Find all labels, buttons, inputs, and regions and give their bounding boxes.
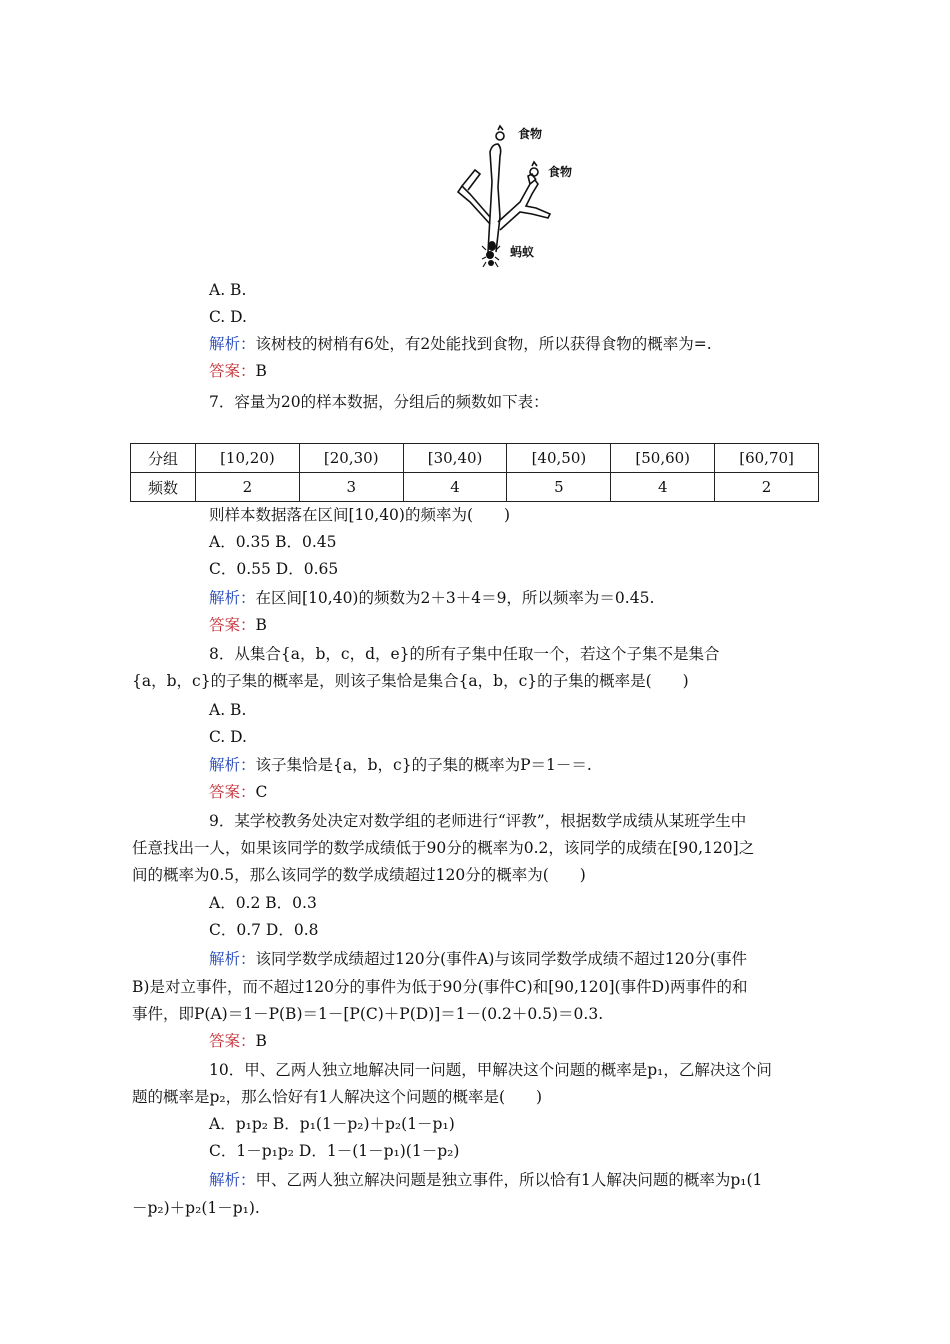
analysis-text: 该子集恰是{a，b，c}的子集的概率为P＝1－＝.	[255, 756, 592, 774]
table-cell: 3	[299, 473, 403, 502]
answer-value: B	[255, 1032, 267, 1050]
q9-stem-line3: 间的概率为0.5，那么该同学的数学成绩超过120分的概率为( )	[132, 866, 586, 884]
ant-tree-figure	[440, 122, 590, 272]
q9-options-ab: A．0.2 B．0.3	[209, 894, 317, 912]
table-row-header: 分组	[131, 444, 196, 473]
ant-icon	[486, 241, 496, 266]
q9-analysis-line3: 事件，即P(A)＝1－P(B)＝1－[P(C)＋P(D)]＝1－(0.2＋0.5)＝0.3.	[132, 1005, 604, 1023]
q7-question: 则样本数据落在区间[10,40)的频率为( )	[209, 506, 511, 524]
q9-analysis-line2: B)是对立事件，而不超过120分的事件为低于90分(事件C)和[90,120](事件D)两事件的和	[132, 978, 748, 996]
q10-stem-line1: 10．甲、乙两人独立地解决同一问题，甲解决这个问题的概率是p₁，乙解决这个问	[209, 1061, 772, 1079]
analysis-label: 解析：	[209, 589, 256, 607]
table-row	[131, 444, 819, 473]
q9-analysis-line1	[209, 949, 747, 969]
analysis-text: 该树枝的树梢有6处，有2处能找到食物，所以获得食物的概率为=.	[255, 335, 712, 353]
q10-options-ab: A．p₁p₂ B．p₁(1－p₂)＋p₂(1－p₁)	[209, 1115, 455, 1133]
table-cell: 4	[403, 473, 507, 502]
table-cell: [40,50)	[507, 444, 611, 473]
q8-options-cd: C. D.	[209, 728, 247, 746]
table-cell: 4	[611, 473, 715, 502]
table-cell: [20,30)	[299, 444, 403, 473]
table-cell: [30,40)	[403, 444, 507, 473]
q6-options-ab: A. B.	[209, 281, 247, 299]
food-label-1: 食物	[518, 127, 543, 141]
table-cell: [10,20)	[196, 444, 300, 473]
q10-analysis-line1	[209, 1170, 762, 1190]
q10-options-cd: C．1－p₁p₂ D．1－(1－p₁)(1－p₂)	[209, 1142, 460, 1160]
q10-analysis-line2: －p₂)＋p₂(1－p₁).	[132, 1199, 260, 1217]
q8-analysis	[209, 755, 592, 775]
answer-label: 答案：	[209, 616, 256, 634]
answer-value: B	[255, 616, 267, 634]
q7-options-cd: C．0.55 D．0.65	[209, 560, 339, 578]
table-cell: [60,70]	[715, 444, 819, 473]
analysis-text: 甲、乙两人独立解决问题是独立事件，所以恰有1人解决问题的概率为p₁(1	[255, 1171, 763, 1189]
food-label-2: 食物	[548, 165, 573, 179]
ant-label: 蚂蚁	[510, 245, 535, 259]
q6-answer	[209, 361, 267, 381]
table-row-header: 频数	[131, 473, 196, 502]
q8-options-ab: A. B.	[209, 701, 247, 719]
answer-label: 答案：	[209, 1032, 256, 1050]
q8-stem-line2: {a，b，c}的子集的概率是，则该子集恰是集合{a，b，c}的子集的概率是( )	[132, 672, 689, 690]
q7-options-ab: A．0.35 B．0.45	[209, 533, 337, 551]
answer-label: 答案：	[209, 362, 256, 380]
table-cell: 2	[715, 473, 819, 502]
q6-analysis	[209, 334, 712, 354]
q8-stem-line1: 8．从集合{a，b，c，d，e}的所有子集中任取一个，若这个子集不是集合	[209, 645, 720, 663]
analysis-label: 解析：	[209, 1171, 256, 1189]
answer-value: B	[255, 362, 267, 380]
q8-answer	[209, 782, 267, 802]
analysis-text: 该同学数学成绩超过120分(事件A)与该同学数学成绩不超过120分(事件	[255, 950, 748, 968]
table-row	[131, 473, 819, 502]
table-cell: 5	[507, 473, 611, 502]
q9-options-cd: C．0.7 D．0.8	[209, 921, 319, 939]
table-cell: 2	[196, 473, 300, 502]
table-cell: [50,60)	[611, 444, 715, 473]
q9-stem-line1: 9．某学校教务处决定对数学组的老师进行“评教”，根据数学成绩从某班学生中	[209, 812, 747, 830]
answer-label: 答案：	[209, 783, 256, 801]
q7-answer	[209, 615, 267, 635]
analysis-label: 解析：	[209, 756, 256, 774]
q7-analysis	[209, 588, 654, 608]
analysis-label: 解析：	[209, 335, 256, 353]
q6-options-cd: C. D.	[209, 308, 247, 326]
q10-stem-line2: 题的概率是p₂，那么恰好有1人解决这个问题的概率是( )	[132, 1088, 543, 1106]
tree-branch-diagram	[440, 122, 590, 272]
analysis-label: 解析：	[209, 950, 256, 968]
q9-stem-line2: 任意找出一人，如果该同学的数学成绩低于90分的概率为0.2，该同学的成绩在[90,120]之	[132, 839, 755, 857]
answer-value: C	[255, 783, 268, 801]
q9-answer	[209, 1031, 267, 1051]
analysis-text: 在区间[10,40)的频数为2＋3＋4＝9，所以频率为＝0.45.	[255, 589, 655, 607]
frequency-table	[130, 443, 819, 502]
q7-stem: 7．容量为20的样本数据，分组后的频数如下表：	[209, 393, 549, 411]
